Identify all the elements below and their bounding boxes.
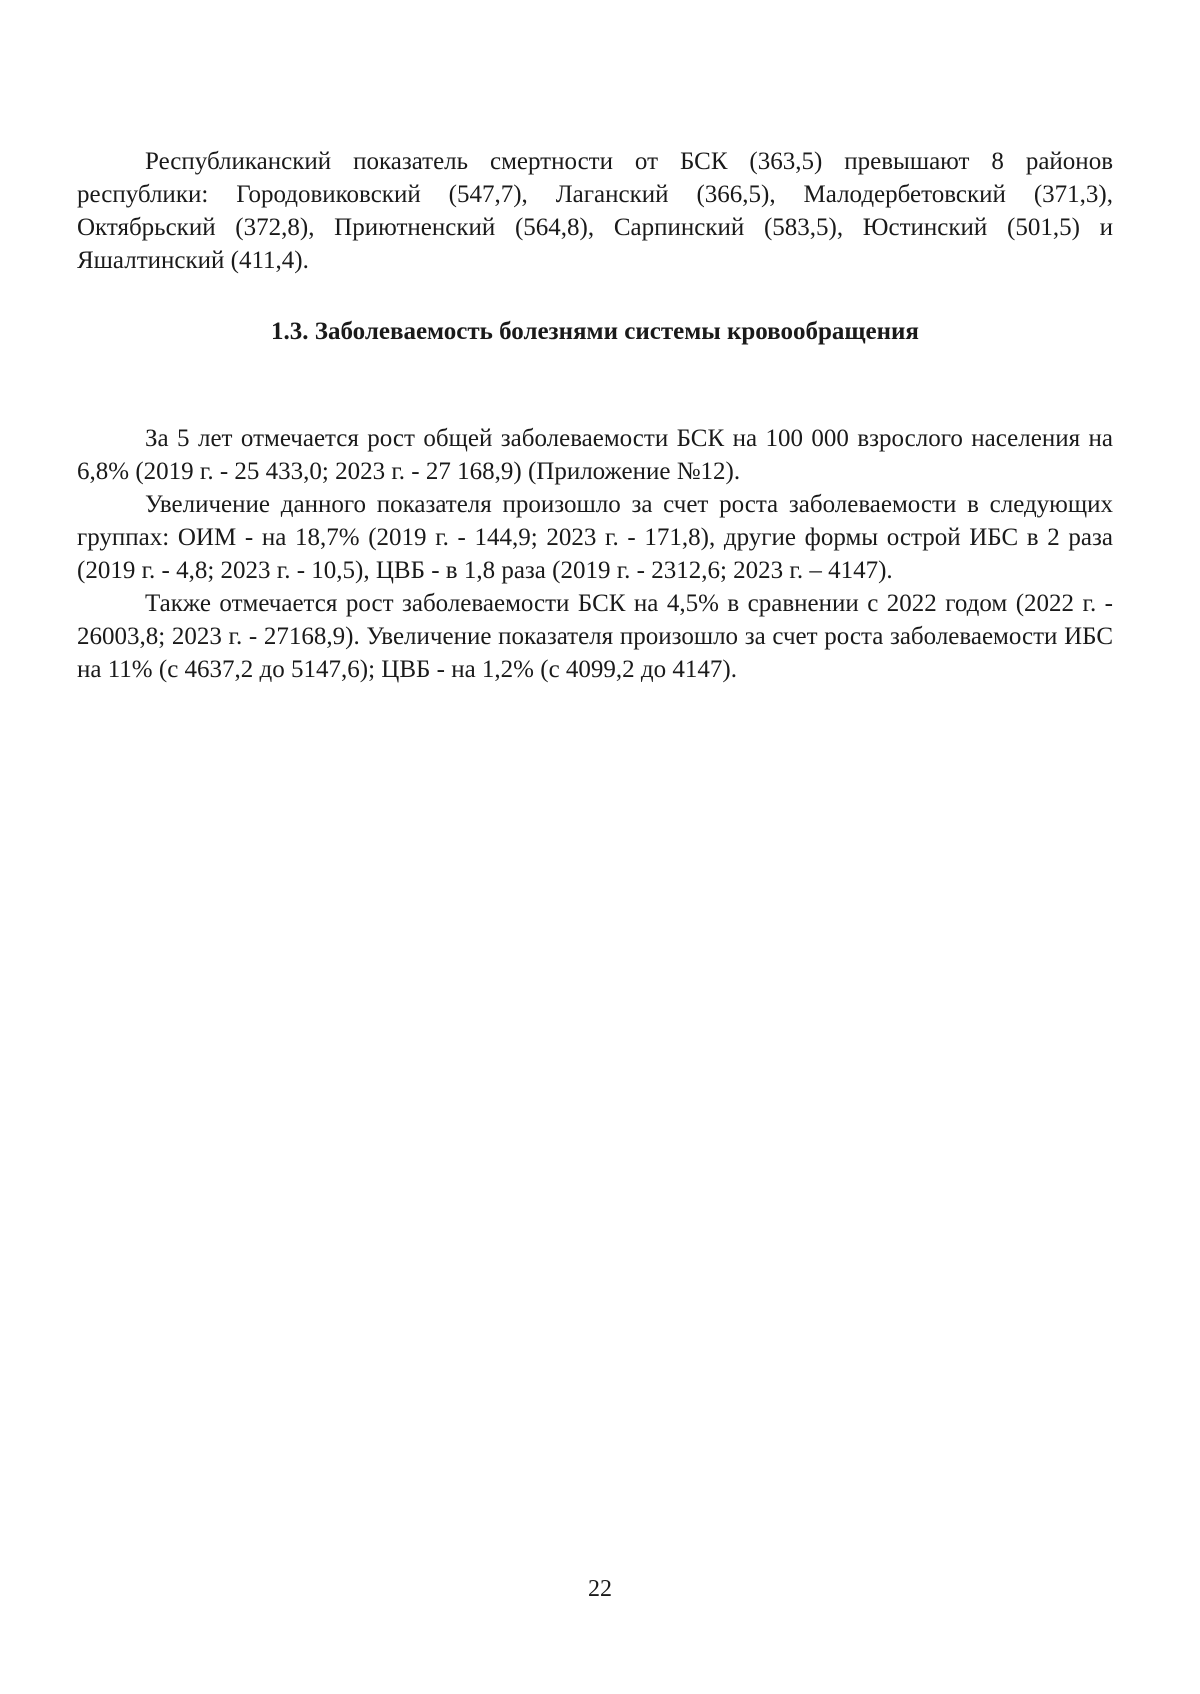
paragraph-incidence-2022-comparison: Также отмечается рост заболеваемости БСК на 4,5% в сравнении с 2022 годом (2022 г. - 26003,8; 2023 г. - 27168,9). Увеличение показателя произошло за счет роста заболеваемости ИБС на 11% (с 4637,2 до 5147,6); ЦВБ - на 1,2% (с 4099,2 до 4147).	[77, 590, 1113, 683]
page-number: 22	[588, 1576, 612, 1602]
heading-spacer	[77, 348, 1113, 422]
section-heading: 1.3. Заболеваемость болезнями системы кровообращения	[271, 318, 919, 345]
paragraph-incidence-growth: За 5 лет отмечается рост общей заболеваемости БСК на 100 000 взрослого населения на 6,8% (2019 г. - 25 433,0; 2023 г. - 27 168,9) (Приложение №12).	[77, 425, 1113, 485]
paragraph-mortality-districts: Республиканский показатель смертности от БСК (363,5) превышают 8 районов республики: Городовиковский (547,7), Лаганский (366,5), Малодербетовский (371,3), Октябрьский (372,8), Приютненский (564,8), Сарпинский (583,5), Юстинский (501,5) и Яшалтинский (411,4).	[77, 148, 1113, 274]
page-content	[77, 145, 1113, 686]
paragraph-incidence-groups: Увеличение данного показателя произошло за счет роста заболеваемости в следующих группах: ОИМ - на 18,7% (2019 г. - 144,9; 2023 г. - 171,8), другие формы острой ИБС в 2 раза (2019 г. - 4,8; 2023 г. - 10,5), ЦВБ - в 1,8 раза (2019 г. - 2312,6; 2023 г. – 4147).	[77, 491, 1113, 584]
